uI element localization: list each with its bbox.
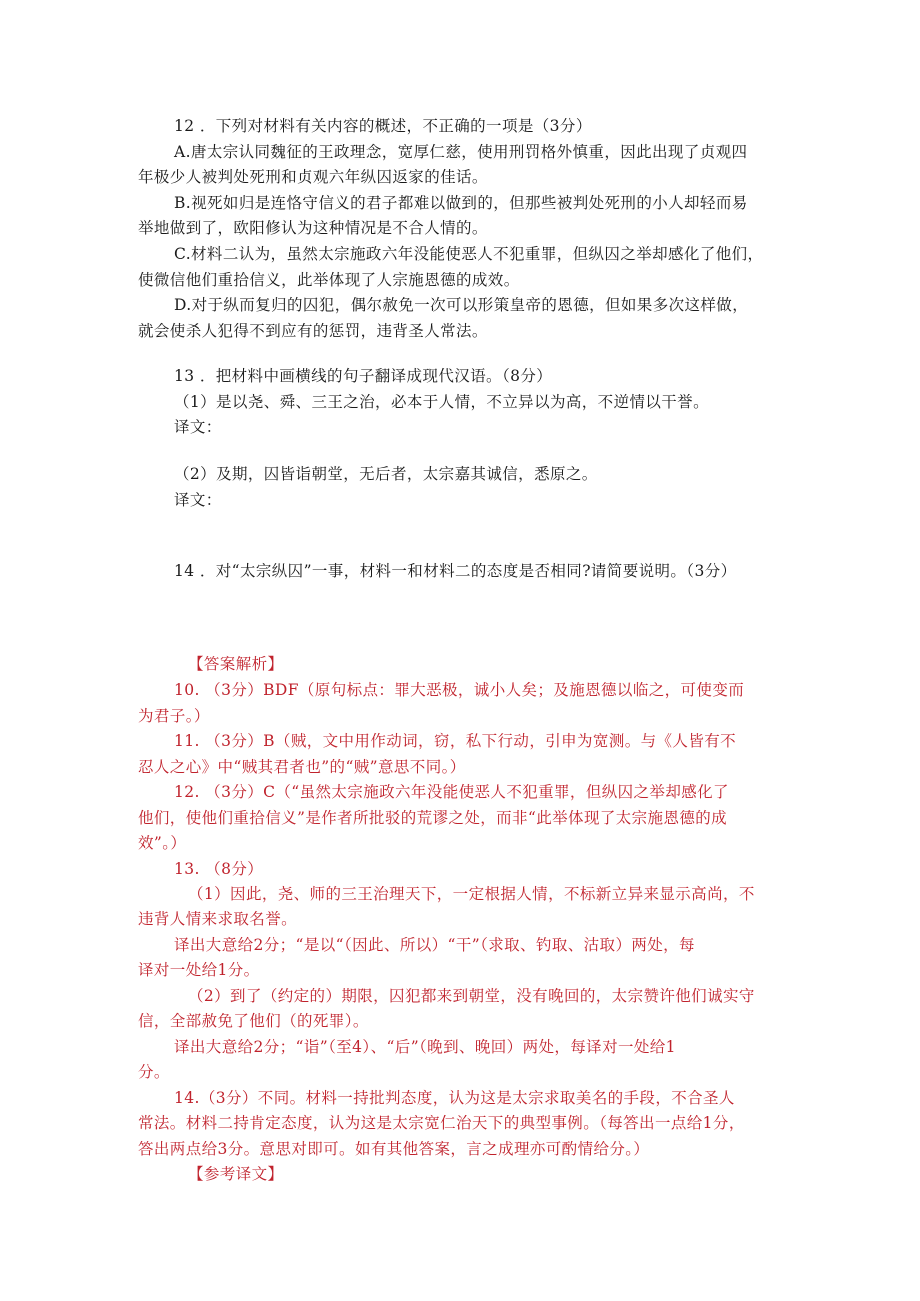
answer-line: 10. （3分）BDF（原句标点：罪大恶极，诚小人矣；及施恩德以临之，可使变而: [174, 681, 745, 699]
q12-option-d-line1: D.对于纵而复归的囚犯，偶尔赦免一次可以形策皇帝的恩德，但如果多次这样做，: [174, 296, 749, 314]
answer-line: 11. （3分）B（贼，文中用作动词，窃，私下行动，引申为宽测。与《人皆有不: [174, 732, 737, 750]
answer-line: （2）到了（约定的）期限，囚犯都来到朝堂，没有晚回的，太宗赞许他们诚实守: [188, 987, 755, 1005]
q12-option-c-line1: C.材料二认为，虽然太宗施政六年没能使恶人不犯重罪，但纵囚之举却感化了他们，: [174, 245, 764, 263]
answer-line: 译出大意给2分；“诣”（至4）、“后”（晚到、晚回）两处，每译对一处给1: [174, 1038, 676, 1056]
q13-sentence-1: （1）是以尧、舜、三王之治，必本于人情，不立异以为高，不逆情以干誉。: [174, 393, 709, 411]
answer-line: 12. （3分）C（“虽然太宗施政六年没能使恶人不犯重罪，但纵囚之举却感化了: [174, 783, 729, 801]
q12-option-b-line1: B.视死如归是连恪守信义的君子都难以做到的，但那些被判处死刑的小人却轻而易: [174, 194, 748, 212]
answer-line: 译出大意给2分；“是以“（因此、所以）“干”（求取、钓取、沽取）两处，每: [174, 936, 695, 954]
q12-option-d-line2: 就会使杀人犯得不到应有的惩罚，违背圣人常法。: [138, 322, 488, 340]
q14-stem: 14 ．对“太宗纵囚”一事，材料一和材料二的态度是否相同?请简要说明。（3分）: [174, 562, 737, 580]
answer-line: 忍人之心》中“贼其君者也”的“贼”意思不同。）: [138, 758, 466, 776]
q13-translation-label-1: 译文：: [174, 418, 222, 436]
answer-line: 译对一处给1分。: [138, 961, 260, 979]
q12-option-b-line2: 举地做到了，欧阳修认为这种情况是不合人情的。: [138, 219, 488, 237]
q12-option-a-line2: 年极少人被判处死刑和贞观六年纵囚返家的佳话。: [138, 168, 488, 186]
q12-option-c-line2: 使微信他们重拾信义，此举体现了人宗施恩德的成效。: [138, 271, 520, 289]
answer-line: （1）因此，尧、师的三王治理天下，一定根据人情，不标新立异来显示高尚，不: [188, 885, 755, 903]
answer-line: 效”。）: [138, 834, 187, 852]
answer-line: 分。: [138, 1063, 170, 1081]
answer-line: 他们，使他们重拾信义”是作者所批驳的荒谬之处，而非“此举体现了太宗施恩德的成: [138, 809, 728, 827]
reference-translation-heading: 【参考译文】: [188, 1165, 284, 1183]
q13-stem: 13 ．把材料中画横线的句子翻译成现代汉语。（8分）: [174, 367, 553, 385]
q13-sentence-2: （2）及期，囚皆诣朝堂，无后者，太宗嘉其诚信，悉原之。: [174, 465, 598, 483]
answer-line: 违背人情来求取名誉。: [138, 910, 298, 928]
q12-option-a-line1: A.唐太宗认同魏征的王政理念，宽厚仁慈，使用刑罚格外慎重，因此出现了贞观四: [174, 143, 748, 161]
answer-line: 14.（3分）不同。材料一持批判态度，认为这是太宗求取美名的手段，不合圣人: [174, 1089, 735, 1107]
answers-heading: 【答案解析】: [188, 655, 284, 673]
answer-line: 为君子。）: [138, 707, 210, 725]
answer-line: 13. （8分）: [174, 860, 264, 878]
answer-line: 答出两点给3分。意思对即可。如有其他答案，言之成理亦可酌情给分。）: [138, 1140, 650, 1158]
q13-translation-label-2: 译文：: [174, 491, 222, 509]
answer-line: 常法。材料二持肯定态度，认为这是太宗宽仁治天下的典型事例。（每答出一点给1分，: [138, 1114, 745, 1132]
q12-stem: 12 ．下列对材料有关内容的概述，不正确的一项是（3分）: [174, 117, 592, 135]
answer-line: 信，全部赦免了他们（的死罪）。: [138, 1012, 369, 1030]
